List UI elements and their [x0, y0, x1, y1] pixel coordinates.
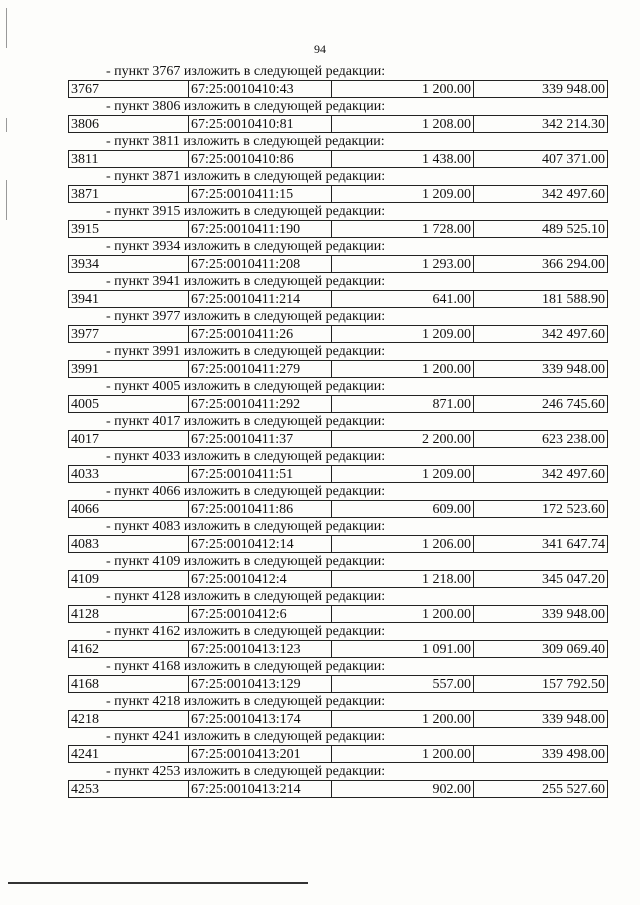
cadastral-number-cell: 67:25:0010413:129: [189, 676, 332, 692]
cadastral-number-cell: 67:25:0010411:190: [189, 221, 332, 237]
table-row: [68, 640, 608, 658]
amendment-caption: - пункт 4218 изложить в следующей редакции:: [106, 694, 386, 709]
amendment-caption: - пункт 4128 изложить в следующей редакции:: [106, 589, 386, 604]
value-cell: 309 069.40: [542, 642, 605, 657]
item-number-cell: 4005: [69, 396, 189, 412]
area-cell: 1 200.00: [332, 81, 474, 97]
table-row: [68, 185, 608, 203]
item-number-cell: 3915: [69, 221, 189, 237]
table-row: [68, 745, 608, 763]
area-cell: 1 200.00: [332, 711, 474, 727]
area-cell: 641.00: [332, 291, 474, 307]
amendment-entry: [68, 693, 608, 728]
area-cell: 1 091.00: [332, 641, 474, 657]
cadastral-number-cell: 67:25:0010413:123: [189, 641, 332, 657]
cadastral-number-cell: 67:25:0010410:86: [189, 151, 332, 167]
value-cell: 623 238.00: [542, 432, 605, 447]
area-cell: 2 200.00: [332, 431, 474, 447]
amendment-caption: - пункт 4005 изложить в следующей редакции:: [106, 379, 386, 394]
value-cell: 342 497.60: [542, 327, 605, 342]
item-number-cell: 4109: [69, 571, 189, 587]
amendment-caption: - пункт 3977 изложить в следующей редакции:: [106, 309, 386, 324]
cadastral-number-cell: 67:25:0010411:279: [189, 361, 332, 377]
item-number-cell: 3934: [69, 256, 189, 272]
item-number-cell: 4128: [69, 606, 189, 622]
value-cell: 341 647.74: [542, 537, 605, 552]
value-cell: 255 527.60: [542, 782, 605, 797]
amendment-caption: - пункт 3991 изложить в следующей редакции:: [106, 344, 386, 359]
amendment-caption: - пункт 3915 изложить в следующей редакции:: [106, 204, 386, 219]
value-cell: 489 525.10: [542, 222, 605, 237]
item-number-cell: 3871: [69, 186, 189, 202]
value-cell: 157 792.50: [542, 677, 605, 692]
amendment-caption: - пункт 4253 изложить в следующей редакции:: [106, 764, 386, 779]
item-number-cell: 4066: [69, 501, 189, 517]
cadastral-number-cell: 67:25:0010411:208: [189, 256, 332, 272]
value-cell: 339 948.00: [542, 82, 605, 97]
table-row: [68, 150, 608, 168]
table-row: [68, 605, 608, 623]
cadastral-number-cell: 67:25:0010411:37: [189, 431, 332, 447]
item-number-cell: 3806: [69, 116, 189, 132]
amendment-caption: - пункт 4083 изложить в следующей редакции:: [106, 519, 386, 534]
item-number-cell: 4083: [69, 536, 189, 552]
table-row: [68, 430, 608, 448]
cadastral-number-cell: 67:25:0010413:214: [189, 781, 332, 797]
area-cell: 902.00: [332, 781, 474, 797]
item-number-cell: 4241: [69, 746, 189, 762]
amendment-caption: - пункт 3871 изложить в следующей редакции:: [106, 169, 386, 184]
area-cell: 871.00: [332, 396, 474, 412]
amendment-caption: - пункт 3934 изложить в следующей редакции:: [106, 239, 386, 254]
amendment-caption: - пункт 3767 изложить в следующей редакции:: [106, 64, 386, 79]
table-row: [68, 360, 608, 378]
table-row: [68, 535, 608, 553]
margin-mark: [6, 180, 7, 220]
value-cell: 342 497.60: [542, 187, 605, 202]
cadastral-number-cell: 67:25:0010410:81: [189, 116, 332, 132]
table-row: [68, 220, 608, 238]
value-cell: 181 588.90: [542, 292, 605, 307]
amendment-entry: [68, 518, 608, 553]
item-number-cell: 4033: [69, 466, 189, 482]
amendment-entry: [68, 343, 608, 378]
footer-line: [8, 882, 308, 884]
amendment-caption: - пункт 4033 изложить в следующей редакции:: [106, 449, 386, 464]
value-cell: 366 294.00: [542, 257, 605, 272]
area-cell: 1 200.00: [332, 606, 474, 622]
cadastral-number-cell: 67:25:0010411:292: [189, 396, 332, 412]
table-row: [68, 80, 608, 98]
page-number: 94: [314, 42, 326, 56]
amendment-caption: - пункт 4017 изложить в следующей редакции:: [106, 414, 386, 429]
area-cell: 1 728.00: [332, 221, 474, 237]
item-number-cell: 4017: [69, 431, 189, 447]
amendment-entry: [68, 588, 608, 623]
value-cell: 345 047.20: [542, 572, 605, 587]
item-number-cell: 4218: [69, 711, 189, 727]
table-row: [68, 780, 608, 798]
cadastral-number-cell: 67:25:0010412:4: [189, 571, 332, 587]
area-cell: 1 200.00: [332, 746, 474, 762]
area-cell: 557.00: [332, 676, 474, 692]
amendment-entry: [68, 763, 608, 798]
value-cell: 407 371.00: [542, 152, 605, 167]
amendment-entry: [68, 273, 608, 308]
table-row: [68, 395, 608, 413]
amendment-entry: [68, 203, 608, 238]
amendment-entry: [68, 238, 608, 273]
value-cell: 246 745.60: [542, 397, 605, 412]
item-number-cell: 3977: [69, 326, 189, 342]
area-cell: 1 209.00: [332, 186, 474, 202]
amendment-entry: [68, 168, 608, 203]
amendment-entry: [68, 63, 608, 98]
item-number-cell: 3767: [69, 81, 189, 97]
value-cell: 339 498.00: [542, 747, 605, 762]
amendment-entry: [68, 483, 608, 518]
table-row: [68, 500, 608, 518]
table-row: [68, 290, 608, 308]
amendment-caption: - пункт 4066 изложить в следующей редакции:: [106, 484, 386, 499]
cadastral-number-cell: 67:25:0010411:51: [189, 466, 332, 482]
table-row: [68, 710, 608, 728]
area-cell: 1 293.00: [332, 256, 474, 272]
amendment-caption: - пункт 4168 изложить в следующей редакции:: [106, 659, 386, 674]
value-cell: 342 497.60: [542, 467, 605, 482]
table-row: [68, 115, 608, 133]
table-row: [68, 255, 608, 273]
area-cell: 1 209.00: [332, 466, 474, 482]
cadastral-number-cell: 67:25:0010412:14: [189, 536, 332, 552]
amendment-entry: [68, 553, 608, 588]
cadastral-number-cell: 67:25:0010411:214: [189, 291, 332, 307]
amendment-entry: [68, 623, 608, 658]
cadastral-number-cell: 67:25:0010411:86: [189, 501, 332, 517]
area-cell: 1 209.00: [332, 326, 474, 342]
item-number-cell: 4168: [69, 676, 189, 692]
value-cell: 339 948.00: [542, 607, 605, 622]
cadastral-number-cell: 67:25:0010413:201: [189, 746, 332, 762]
cadastral-number-cell: 67:25:0010412:6: [189, 606, 332, 622]
amendment-caption: - пункт 4109 изложить в следующей редакции:: [106, 554, 386, 569]
table-row: [68, 675, 608, 693]
cadastral-number-cell: 67:25:0010411:15: [189, 186, 332, 202]
value-cell: 339 948.00: [542, 712, 605, 727]
amendment-entry: [68, 448, 608, 483]
cadastral-number-cell: 67:25:0010413:174: [189, 711, 332, 727]
cadastral-number-cell: 67:25:0010411:26: [189, 326, 332, 342]
table-row: [68, 465, 608, 483]
margin-mark: [6, 8, 7, 48]
amendment-caption: - пункт 4162 изложить в следующей редакции:: [106, 624, 386, 639]
amendment-entry: [68, 98, 608, 133]
area-cell: 1 206.00: [332, 536, 474, 552]
amendment-entry: [68, 308, 608, 343]
amendment-entry: [68, 728, 608, 763]
amendment-entry: [68, 133, 608, 168]
table-row: [68, 570, 608, 588]
amendment-caption: - пункт 3806 изложить в следующей редакции:: [106, 99, 386, 114]
item-number-cell: 3811: [69, 151, 189, 167]
cadastral-number-cell: 67:25:0010410:43: [189, 81, 332, 97]
area-cell: 1 438.00: [332, 151, 474, 167]
value-cell: 172 523.60: [542, 502, 605, 517]
amendments-list: [68, 63, 608, 798]
item-number-cell: 3991: [69, 361, 189, 377]
item-number-cell: 4162: [69, 641, 189, 657]
value-cell: 342 214.30: [542, 117, 605, 132]
amendment-caption: - пункт 3941 изложить в следующей редакции:: [106, 274, 386, 289]
amendment-entry: [68, 413, 608, 448]
area-cell: 1 208.00: [332, 116, 474, 132]
item-number-cell: 3941: [69, 291, 189, 307]
value-cell: 339 948.00: [542, 362, 605, 377]
margin-mark: [6, 118, 7, 132]
area-cell: 1 200.00: [332, 361, 474, 377]
area-cell: 1 218.00: [332, 571, 474, 587]
amendment-entry: [68, 658, 608, 693]
amendment-entry: [68, 378, 608, 413]
table-row: [68, 325, 608, 343]
amendment-caption: - пункт 4241 изложить в следующей редакции:: [106, 729, 386, 744]
item-number-cell: 4253: [69, 781, 189, 797]
area-cell: 609.00: [332, 501, 474, 517]
amendment-caption: - пункт 3811 изложить в следующей редакции:: [106, 134, 385, 149]
